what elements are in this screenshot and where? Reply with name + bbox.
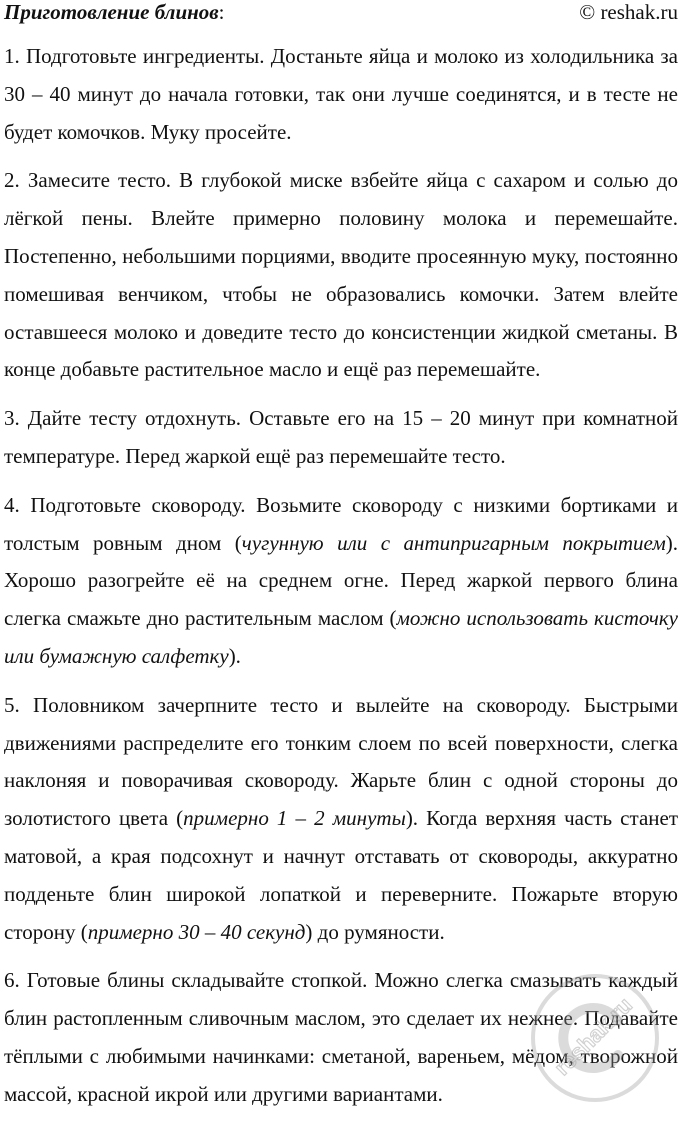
step-2: 2. Замесите тесто. В глубокой миске взбейте яйца с сахаром и солью до лёгкой пены. Влейте примерно половину молока и перемешайте. Постепенно, небольшими порциями, вводите просеянную муку, постоянно помешивая венчиком, чтобы не образовались комочки. Затем влейте оставшееся молоко и доведите тесто до консистенции жидкой сметаны. В конце добавьте растительное масло и ещё раз перемешайте. (4, 168, 678, 382)
step-5-part-c: ) до румяности. (305, 919, 445, 944)
step-4-part-a: 4. Подготовьте сковороду. Возьмите сковороду с низкими бортиками и толстым ровным дном ( (4, 492, 678, 555)
title-text: Приготовление блинов (4, 0, 219, 24)
step-5-part-b: ). Когда верхняя часть станет матовой, а края подсохнут и начнут отставать от сковороды, аккуратно подденьте блин широкой лопаткой и переверните. Пожарьте вторую сторону ( (4, 806, 678, 944)
step-4 (4, 487, 678, 676)
step-5 (4, 687, 678, 952)
step-5-part-a: 5. Половником зачерпните тесто и вылейте на сковороду. Быстрыми движениями распределите его тонким слоем по всей поверхности, слегка наклоняя и поворачивая сковороду. Жарьте блин с одной стороны до золотистого цвета ( (4, 692, 678, 831)
site-credit: © reshak.ru (579, 0, 678, 24)
recipe-steps (4, 38, 678, 1125)
document-title (4, 0, 225, 24)
step-4-italic-1: чугунную или с антипригарным покрытием (241, 530, 666, 555)
step-5-italic-1: примерно 1 – 2 минуты (183, 806, 406, 831)
step-4-part-c: ). (228, 643, 241, 668)
watermark-text: reshak.ru (549, 992, 638, 1081)
step-6: 6. Готовые блины складывайте стопкой. Можно слегка смазывать каждый блин растопленным сливочным маслом, это сделает их нежнее. Подавайте тёплыми с любимыми начинками: сметаной, вареньем, мёдом, творожной массой, красной икрой или другими вариантами. (4, 968, 678, 1106)
page-header (4, 0, 678, 26)
step-3: 3. Дайте тесту отдохнуть. Оставьте его на 15 – 20 минут при комнатной температуре. Перед жаркой ещё раз перемешайте тесто. (4, 406, 678, 468)
step-1: 1. Подготовьте ингредиенты. Достаньте яйца и молоко из холодильника за 30 – 40 минут до начала готовки, так они лучше соединятся, и в тесте не будет комочков. Муку просейте. (4, 44, 678, 144)
title-colon: : (218, 0, 225, 24)
step-4-part-b: ). Хорошо разогрейте её на среднем огне. Перед жаркой первого блина слегка смажьте дно растительным маслом ( (4, 530, 678, 631)
step-4-italic-2: можно использовать кисточку или бумажную салфетку (4, 606, 678, 668)
step-5-italic-2: примерно 30 – 40 секунд (87, 919, 306, 944)
